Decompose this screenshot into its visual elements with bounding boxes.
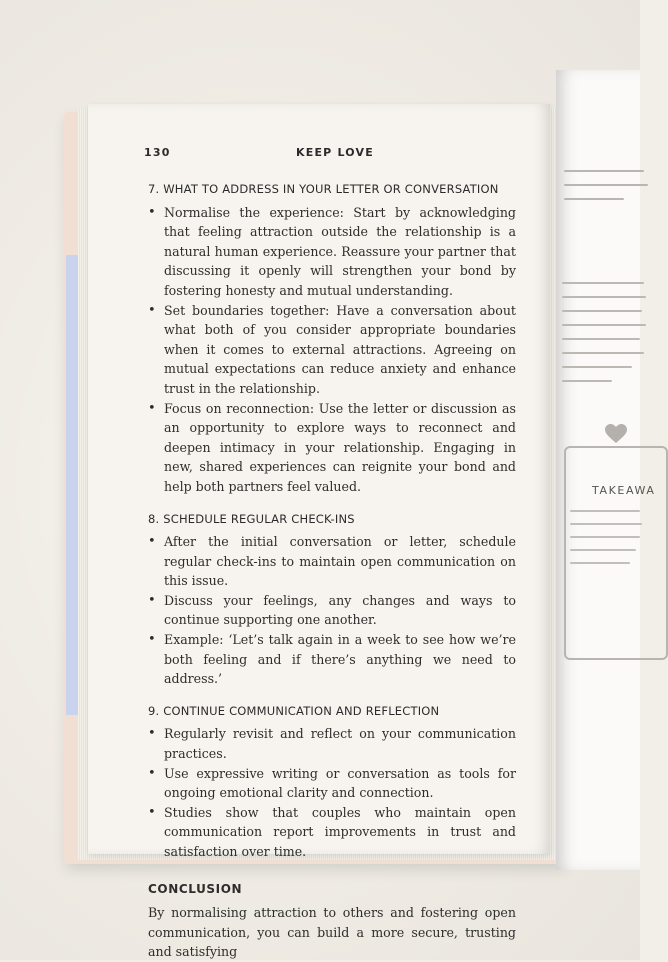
conclusion-text: By normalising attraction to others and fostering open communication, you can build a more secure, trusting and satisfying <box>148 905 516 960</box>
list-item: • Set boundaries together: Have a conversation about what both of you consider appropriate boundaries when it comes to external attractions. Agreeing on mutual expectations can reduce anxiety and enhance trust in the relationship. <box>148 301 516 399</box>
section-9 <box>148 702 516 862</box>
right-page <box>556 70 656 870</box>
right-page-text-blur <box>564 170 654 212</box>
list-item: • After the initial conversation or letter, schedule regular check-ins to maintain open communication on this issue. <box>148 532 516 591</box>
list-item: • Normalise the experience: Start by acknowledging that feeling attraction outside the relationship is a natural human experience. Reassure your partner that discussing it openly will strengthen your bond by fostering honesty and mutual understanding. <box>148 203 516 301</box>
heart-icon <box>604 422 628 446</box>
right-page-text-blur-2 <box>562 282 652 394</box>
conclusion-heading: CONCLUSION <box>148 881 243 896</box>
list-item: • Studies show that couples who maintain open communication report improvements in trust and satisfaction over time. <box>148 803 516 862</box>
list-item: • Discuss your feelings, any changes and ways to continue supporting one another. <box>148 591 516 630</box>
running-head <box>144 146 524 164</box>
page-content <box>148 180 516 962</box>
section-7 <box>148 180 516 497</box>
list-item: • Example: ‘Let’s talk again in a week to see how we’re both feeling and if there’s anything we need to address.’ <box>148 630 516 689</box>
section-8 <box>148 510 516 689</box>
list-item: • Use expressive writing or conversation as tools for ongoing emotional clarity and connection. <box>148 764 516 803</box>
page-number: 130 <box>144 146 171 159</box>
section-heading: 9. CONTINUE COMMUNICATION AND REFLECTION <box>148 703 440 718</box>
bullet-list <box>148 724 516 861</box>
list-item: • Regularly revisit and reflect on your communication practices. <box>148 724 516 763</box>
bullet-list <box>148 203 516 497</box>
takeaway-label: TAKEAWA <box>592 484 656 497</box>
section-heading: 7. WHAT TO ADDRESS IN YOUR LETTER OR CONVERSATION <box>148 182 499 196</box>
section-heading: 8. SCHEDULE REGULAR CHECK-INS <box>148 511 355 526</box>
list-item: • Focus on reconnection: Use the letter or discussion as an opportunity to explore ways to reconnect and deepen intimacy in your relationship. Engaging in new, shared experiences can reignite your bond and help both partners feel valued. <box>148 399 516 497</box>
book-title: KEEP LOVE <box>296 146 374 159</box>
takeaway-text-blur <box>570 510 660 575</box>
bullet-list <box>148 532 516 689</box>
